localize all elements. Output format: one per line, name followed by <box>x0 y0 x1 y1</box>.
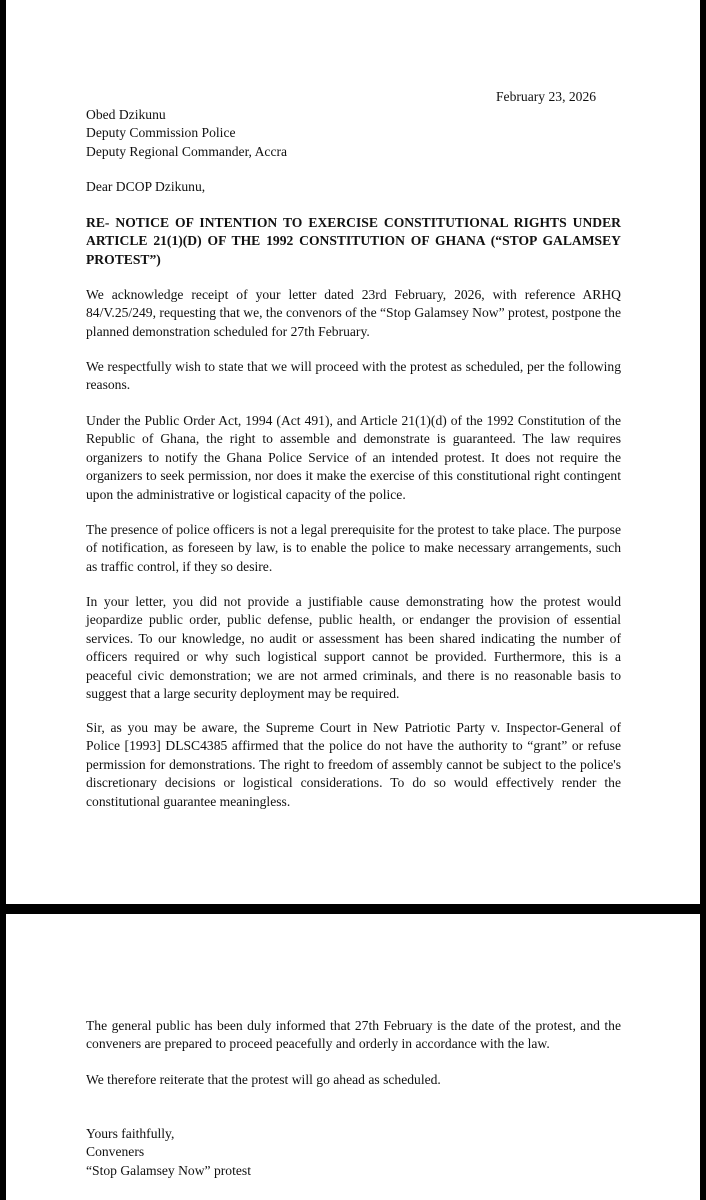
letter-page-2 <box>6 914 700 1200</box>
body-paragraph: In your letter, you did not provide a justifiable cause demonstrating how the protest would jeopardize public order, public defense, public health, or endanger the provision of essential services. To our knowledge, no audit or assessment has been shared indicating the number of officers required or why such logistical support cannot be provided. Furthermore, this is a peaceful civic demonstration; we are not armed criminals, and there is no reasonable basis to suggest that a large security deployment may be required. <box>86 594 621 702</box>
body-paragraph: The general public has been duly informed that 27th February is the date of the protest, and the conveners are prepared to proceed peacefully and orderly in accordance with the law. <box>86 1018 621 1052</box>
body-paragraph: The presence of police officers is not a legal prerequisite for the protest to take place. The purpose of notification, as foreseen by law, is to enable the police to make necessary arrangements, such as traffic control, if they so desire. <box>86 522 621 574</box>
organization-name: “Stop Galamsey Now” protest <box>86 1162 251 1178</box>
subject-heading: RE- NOTICE OF INTENTION TO EXERCISE CONSTITUTIONAL RIGHTS UNDER ARTICLE 21(1)(D) OF THE 1992 CONSTITUTION OF GHANA (“STOP GALAMSEY PROTEST”) <box>86 215 621 267</box>
letter-page-1 <box>6 0 700 904</box>
body-paragraph: We respectfully wish to state that we will proceed with the protest as scheduled, per the following reasons. <box>86 359 621 393</box>
body-paragraph: We acknowledge receipt of your letter dated 23rd February, 2026, with reference ARHQ 84/V.25/249, requesting that we, the convenors of the “Stop Galamsey Now” protest, postpone the planned demonstration scheduled for 27th February. <box>86 287 621 339</box>
letter-date: February 23, 2026 <box>496 89 597 104</box>
closing-block <box>86 1125 251 1180</box>
valediction: Yours faithfully, <box>86 1126 175 1141</box>
body-paragraph: We therefore reiterate that the protest will go ahead as scheduled. <box>86 1072 441 1087</box>
signatory: Conveners <box>86 1144 145 1160</box>
recipient-name: Obed Dzikunu <box>86 107 166 122</box>
body-paragraph: Sir, as you may be aware, the Supreme Court in New Patriotic Party v. Inspector-General of Police [1993] DLSC4385 affirmed that the police do not have the authority to “grant” or refuse permission for demonstrations. The right to freedom of assembly cannot be subject to the police's discretionary decisions or logistical considerations. To do so would effectively render the constitutional guarantee meaningless. <box>86 720 621 809</box>
recipient-title: Deputy Commission Police <box>86 125 236 141</box>
body-paragraph: Under the Public Order Act, 1994 (Act 491), and Article 21(1)(d) of the 1992 Constitution of the Republic of Ghana, the right to assemble and demonstrate is guaranteed. The law requires organizers to notify the Ghana Police Service of an intended protest. It does not require the organizers to seek permission, nor does it make the exercise of this constitutional right contingent upon the administrative or logistical capacity of the police. <box>86 413 621 502</box>
salutation: Dear DCOP Dzikunu, <box>86 179 206 194</box>
recipient-block <box>86 106 287 161</box>
recipient-role: Deputy Regional Commander, Accra <box>86 143 288 159</box>
